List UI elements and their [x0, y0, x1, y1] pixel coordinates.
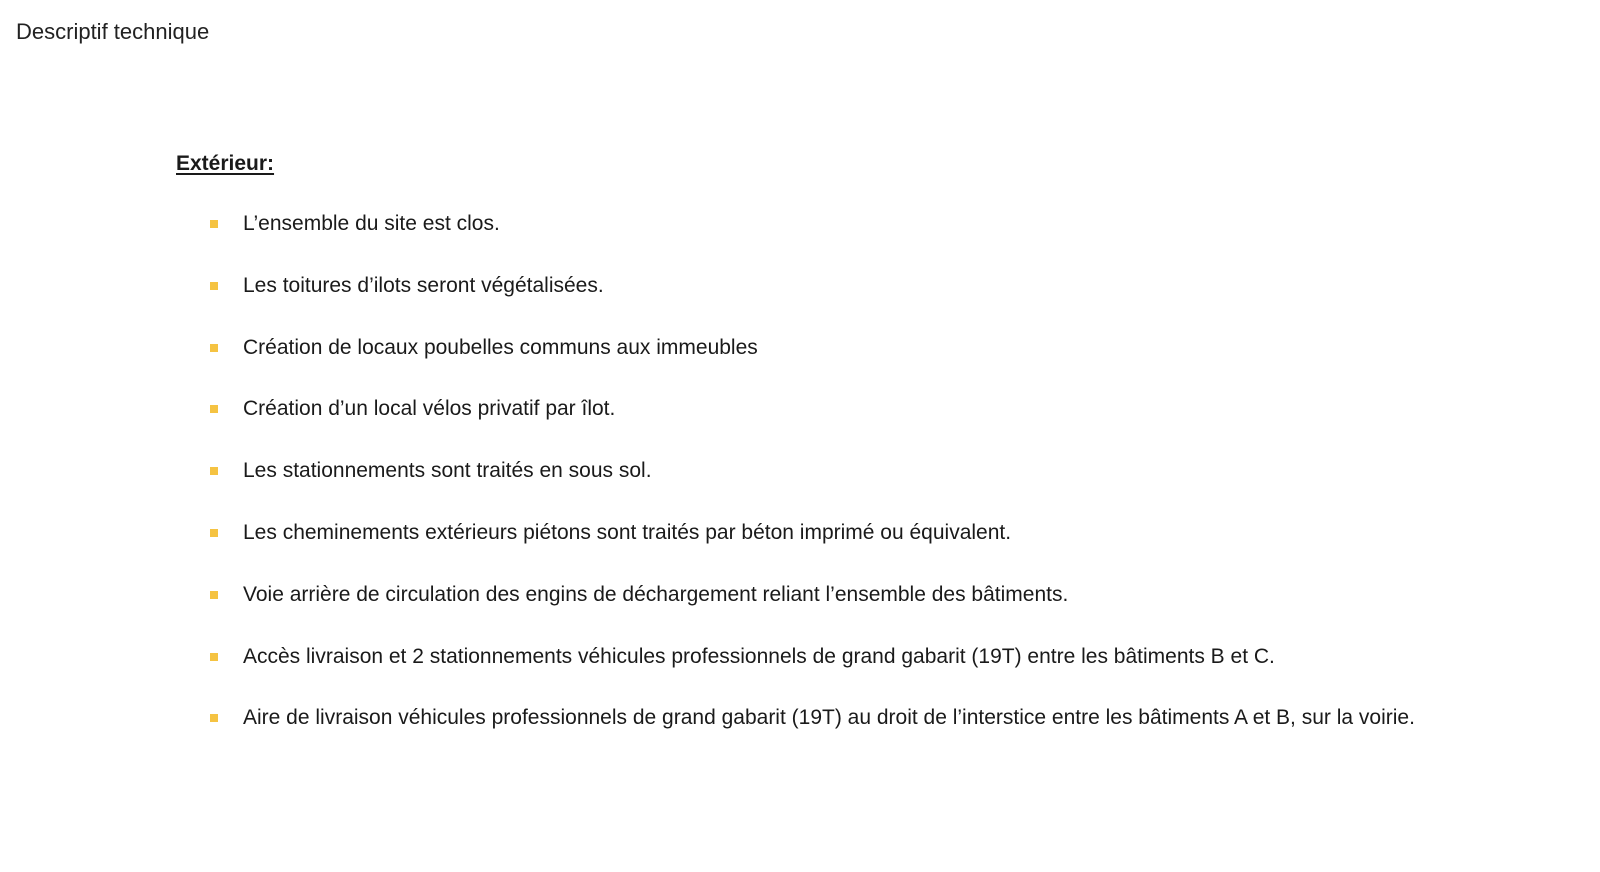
list-item-text: Voie arrière de circulation des engins de déchargement reliant l’ensemble des bâtiments. — [243, 582, 1069, 606]
square-bullet-icon — [210, 405, 218, 413]
list-item — [210, 457, 1580, 519]
square-bullet-icon — [210, 282, 218, 290]
square-bullet-icon — [210, 529, 218, 537]
bullet-list — [210, 210, 1580, 766]
list-item — [210, 704, 1580, 766]
document-title: Descriptif technique — [16, 19, 210, 44]
square-bullet-icon — [210, 467, 218, 475]
list-item — [210, 334, 1580, 396]
list-item-text: Les stationnements sont traités en sous sol. — [243, 459, 652, 483]
list-item-text: Les cheminements extérieurs piétons sont traités par béton imprimé ou équivalent. — [243, 520, 1012, 544]
section-heading: Extérieur: — [176, 152, 275, 175]
square-bullet-icon — [210, 591, 218, 599]
list-item-text: Création de locaux poubelles communs aux immeubles — [243, 335, 758, 359]
list-item — [210, 643, 1580, 705]
list-item — [210, 395, 1580, 457]
list-item — [210, 272, 1580, 334]
square-bullet-icon — [210, 653, 218, 661]
square-bullet-icon — [210, 344, 218, 352]
list-item — [210, 519, 1580, 581]
list-item-text: Les toitures d’ilots seront végétalisées. — [243, 273, 604, 297]
list-item-text: L’ensemble du site est clos. — [243, 212, 500, 235]
list-item — [210, 581, 1580, 643]
list-item — [210, 210, 1580, 272]
list-item-text: Création d’un local vélos privatif par îlot. — [243, 397, 616, 421]
list-item-text: Accès livraison et 2 stationnements véhicules professionnels de grand gabarit (19T) entre les bâtiments B et C. — [243, 644, 1275, 668]
square-bullet-icon — [210, 220, 218, 228]
square-bullet-icon — [210, 714, 218, 722]
exterior-section — [176, 150, 1576, 730]
list-item-text: Aire de livraison véhicules professionnels de grand gabarit (19T) au droit de l’interstice entre les bâtiments A et B, sur la voirie. — [243, 706, 1415, 730]
